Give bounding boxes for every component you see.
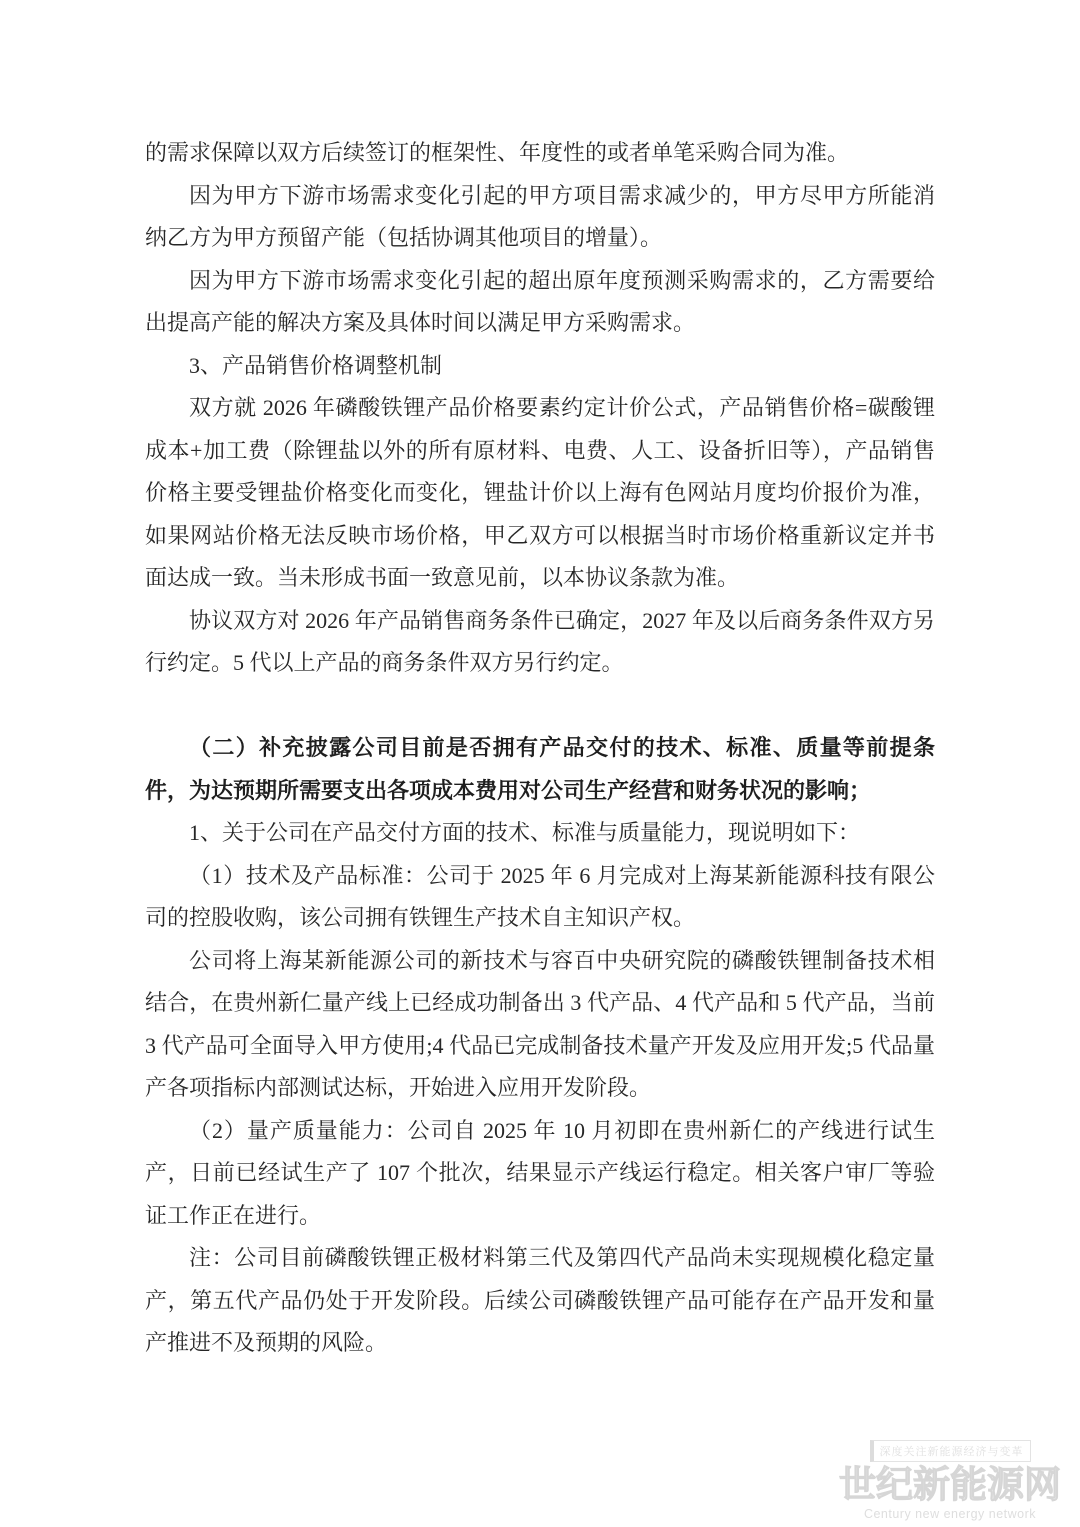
- paragraph-capability-intro: 1、关于公司在产品交付方面的技术、标准与质量能力，现说明如下：: [189, 820, 861, 845]
- paragraph-demand-decrease: 因为甲方下游市场需求变化引起的甲方项目需求减少的，甲方尽甲方所能消纳乙方为甲方预留产能（包括协调其他项目的增量）。: [145, 182, 935, 250]
- paragraph-tech-standard: （1）技术及产品标准：公司于 2025 年 6 月完成对上海某新能源科技有限公司的控股收购，该公司拥有铁锂生产技术自主知识产权。: [145, 862, 935, 930]
- section-heading-supplementary-disclosure: （二）补充披露公司目前是否拥有产品交付的技术、标准、质量等前提条件，为达预期所需要支出各项成本费用对公司生产经营和财务状况的影响；: [145, 735, 935, 803]
- document-body: [145, 132, 935, 1365]
- paragraph-demand-increase: 因为甲方下游市场需求变化引起的超出原年度预测采购需求的，乙方需要给出提高产能的解决方案及具体时间以满足甲方采购需求。: [145, 267, 935, 335]
- paragraph-tech-combination: 公司将上海某新能源公司的新技术与容百中央研究院的磷酸铁锂制备技术相结合，在贵州新仁量产线上已经成功制备出 3 代产品、4 代产品和 5 代产品，当前 3 代产品可全面导入甲方使用;4 代品已完成制备技术量产开发及应用开发;5 代品量产各项指标内部测试达标，开始进入应用开发阶段。: [145, 947, 935, 1100]
- watermark-title: 世纪新能源网: [839, 1463, 1061, 1505]
- watermark-tagline-row: [832, 1440, 1068, 1462]
- paragraph-contract-basis: 的需求保障以双方后续签订的框架性、年度性的或者单笔采购合同为准。: [145, 140, 850, 165]
- paragraph-price-mechanism-title: 3、产品销售价格调整机制: [189, 352, 443, 378]
- paragraph-price-formula: 双方就 2026 年磷酸铁锂产品价格要素约定计价公式，产品销售价格=碳酸锂成本+加工费（除锂盐以外的所有原材料、电费、人工、设备折旧等），产品销售价格主要受锂盐价格变化而变化，锂盐计价以上海有色网站月度均价报价为准，如果网站价格无法反映市场价格，甲乙双方可以根据当时市场价格重新议定并书面达成一致。当未形成书面一致意见前，以本协议条款为准。: [145, 395, 935, 590]
- paragraph-2026-terms: 协议双方对 2026 年产品销售商务条件已确定，2027 年及以后商务条件双方另行约定。5 代以上产品的商务条件双方另行约定。: [145, 607, 935, 675]
- watermark-tagline: 深度关注新能源经济与变革: [870, 1440, 1031, 1462]
- paragraph-risk-note: 注：公司目前磷酸铁锂正极材料第三代及第四代产品尚未实现规模化稳定量产，第五代产品仍处于开发阶段。后续公司磷酸铁锂产品可能存在产品开发和量产推进不及预期的风险。: [145, 1245, 935, 1355]
- paragraph-mass-production-quality: （2）量产质量能力：公司自 2025 年 10 月初即在贵州新仁的产线进行试生产，日前已经试生产了 107 个批次，结果显示产线运行稳定。相关客户审厂等验证工作正在进行。: [145, 1117, 935, 1228]
- watermark-subtitle: Century new energy network: [863, 1507, 1037, 1521]
- watermark: [832, 1440, 1068, 1521]
